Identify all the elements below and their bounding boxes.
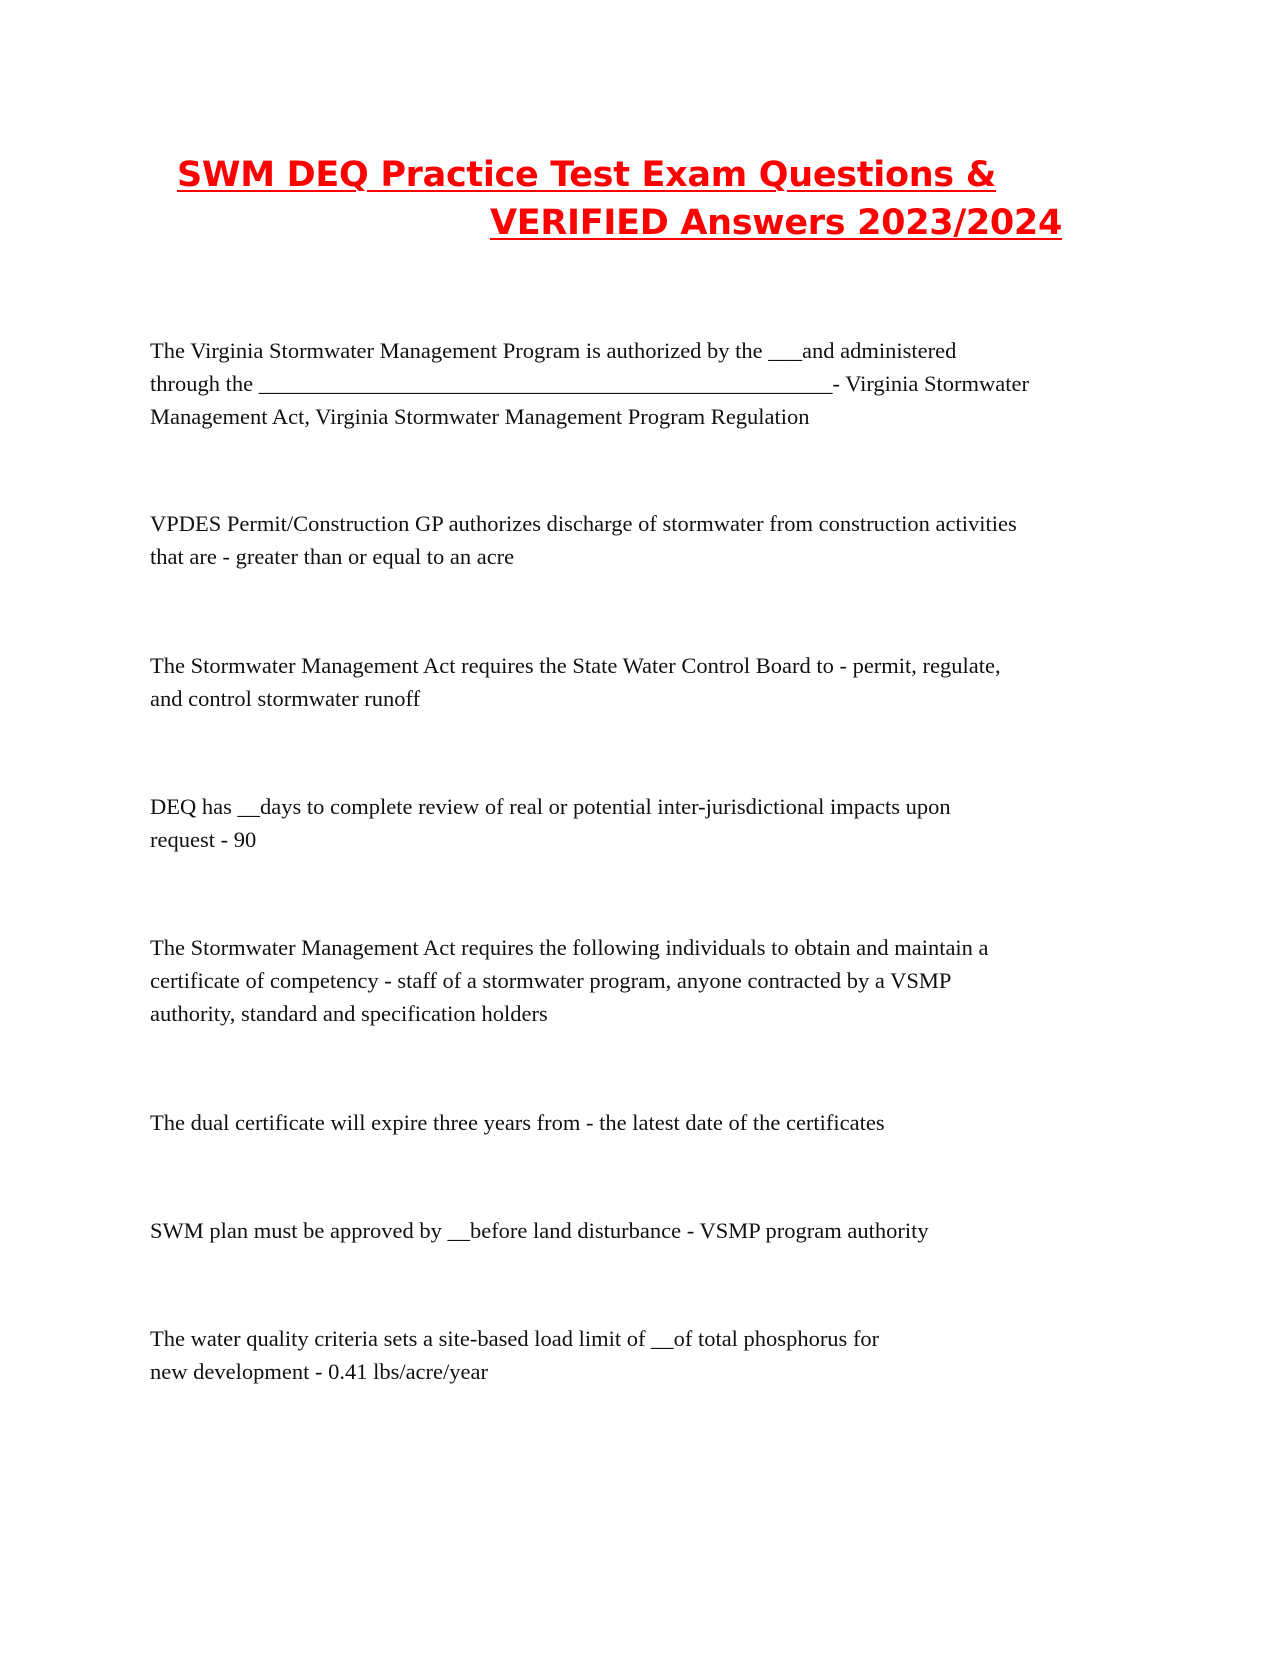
text-line: The Stormwater Management Act requires the State Water Control Board to - permit, regulate, xyxy=(150,653,1001,678)
text-line: VPDES Permit/Construction GP authorizes discharge of stormwater from construction activities xyxy=(150,511,1017,536)
text-line: and control stormwater runoff xyxy=(150,686,421,711)
text-line: Management Act, Virginia Stormwater Management Program Regulation xyxy=(150,404,810,429)
question-answer-3 xyxy=(150,649,1140,715)
text-line: new development - 0.41 lbs/acre/year xyxy=(150,1359,488,1384)
text-line: certificate of competency - staff of a stormwater program, anyone contracted by a VSMP xyxy=(150,968,952,993)
question-answer-2 xyxy=(150,507,1140,573)
question-answer-6 xyxy=(150,1106,1140,1139)
text-line: The Stormwater Management Act requires the following individuals to obtain and maintain a xyxy=(150,935,989,960)
text-line: DEQ has __days to complete review of real or potential inter-jurisdictional impacts upon xyxy=(150,794,951,819)
question-answer-8 xyxy=(150,1322,1140,1388)
text-line: The Virginia Stormwater Management Program is authorized by the ___and administered xyxy=(150,338,957,363)
document-title-line-1: SWM DEQ Practice Test Exam Questions & xyxy=(177,155,996,195)
question-answer-5 xyxy=(150,931,1140,1030)
question-answer-7 xyxy=(150,1214,1140,1247)
text-line: authority, standard and specification holders xyxy=(150,1001,548,1026)
text-line: The dual certificate will expire three years from - the latest date of the certificates xyxy=(150,1110,885,1135)
text-line: The water quality criteria sets a site-based load limit of __of total phosphorus for xyxy=(150,1326,880,1351)
document-title-line-2: VERIFIED Answers 2023/2024 xyxy=(490,203,1063,243)
text-line: request - 90 xyxy=(150,827,257,852)
question-answer-4 xyxy=(150,790,1140,856)
question-answer-1 xyxy=(150,334,1140,433)
text-line: through the ___________________________________________________- Virginia Stormwater xyxy=(150,371,1030,396)
text-line: that are - greater than or equal to an acre xyxy=(150,544,515,569)
text-line: SWM plan must be approved by __before land disturbance - VSMP program authority xyxy=(150,1218,929,1243)
